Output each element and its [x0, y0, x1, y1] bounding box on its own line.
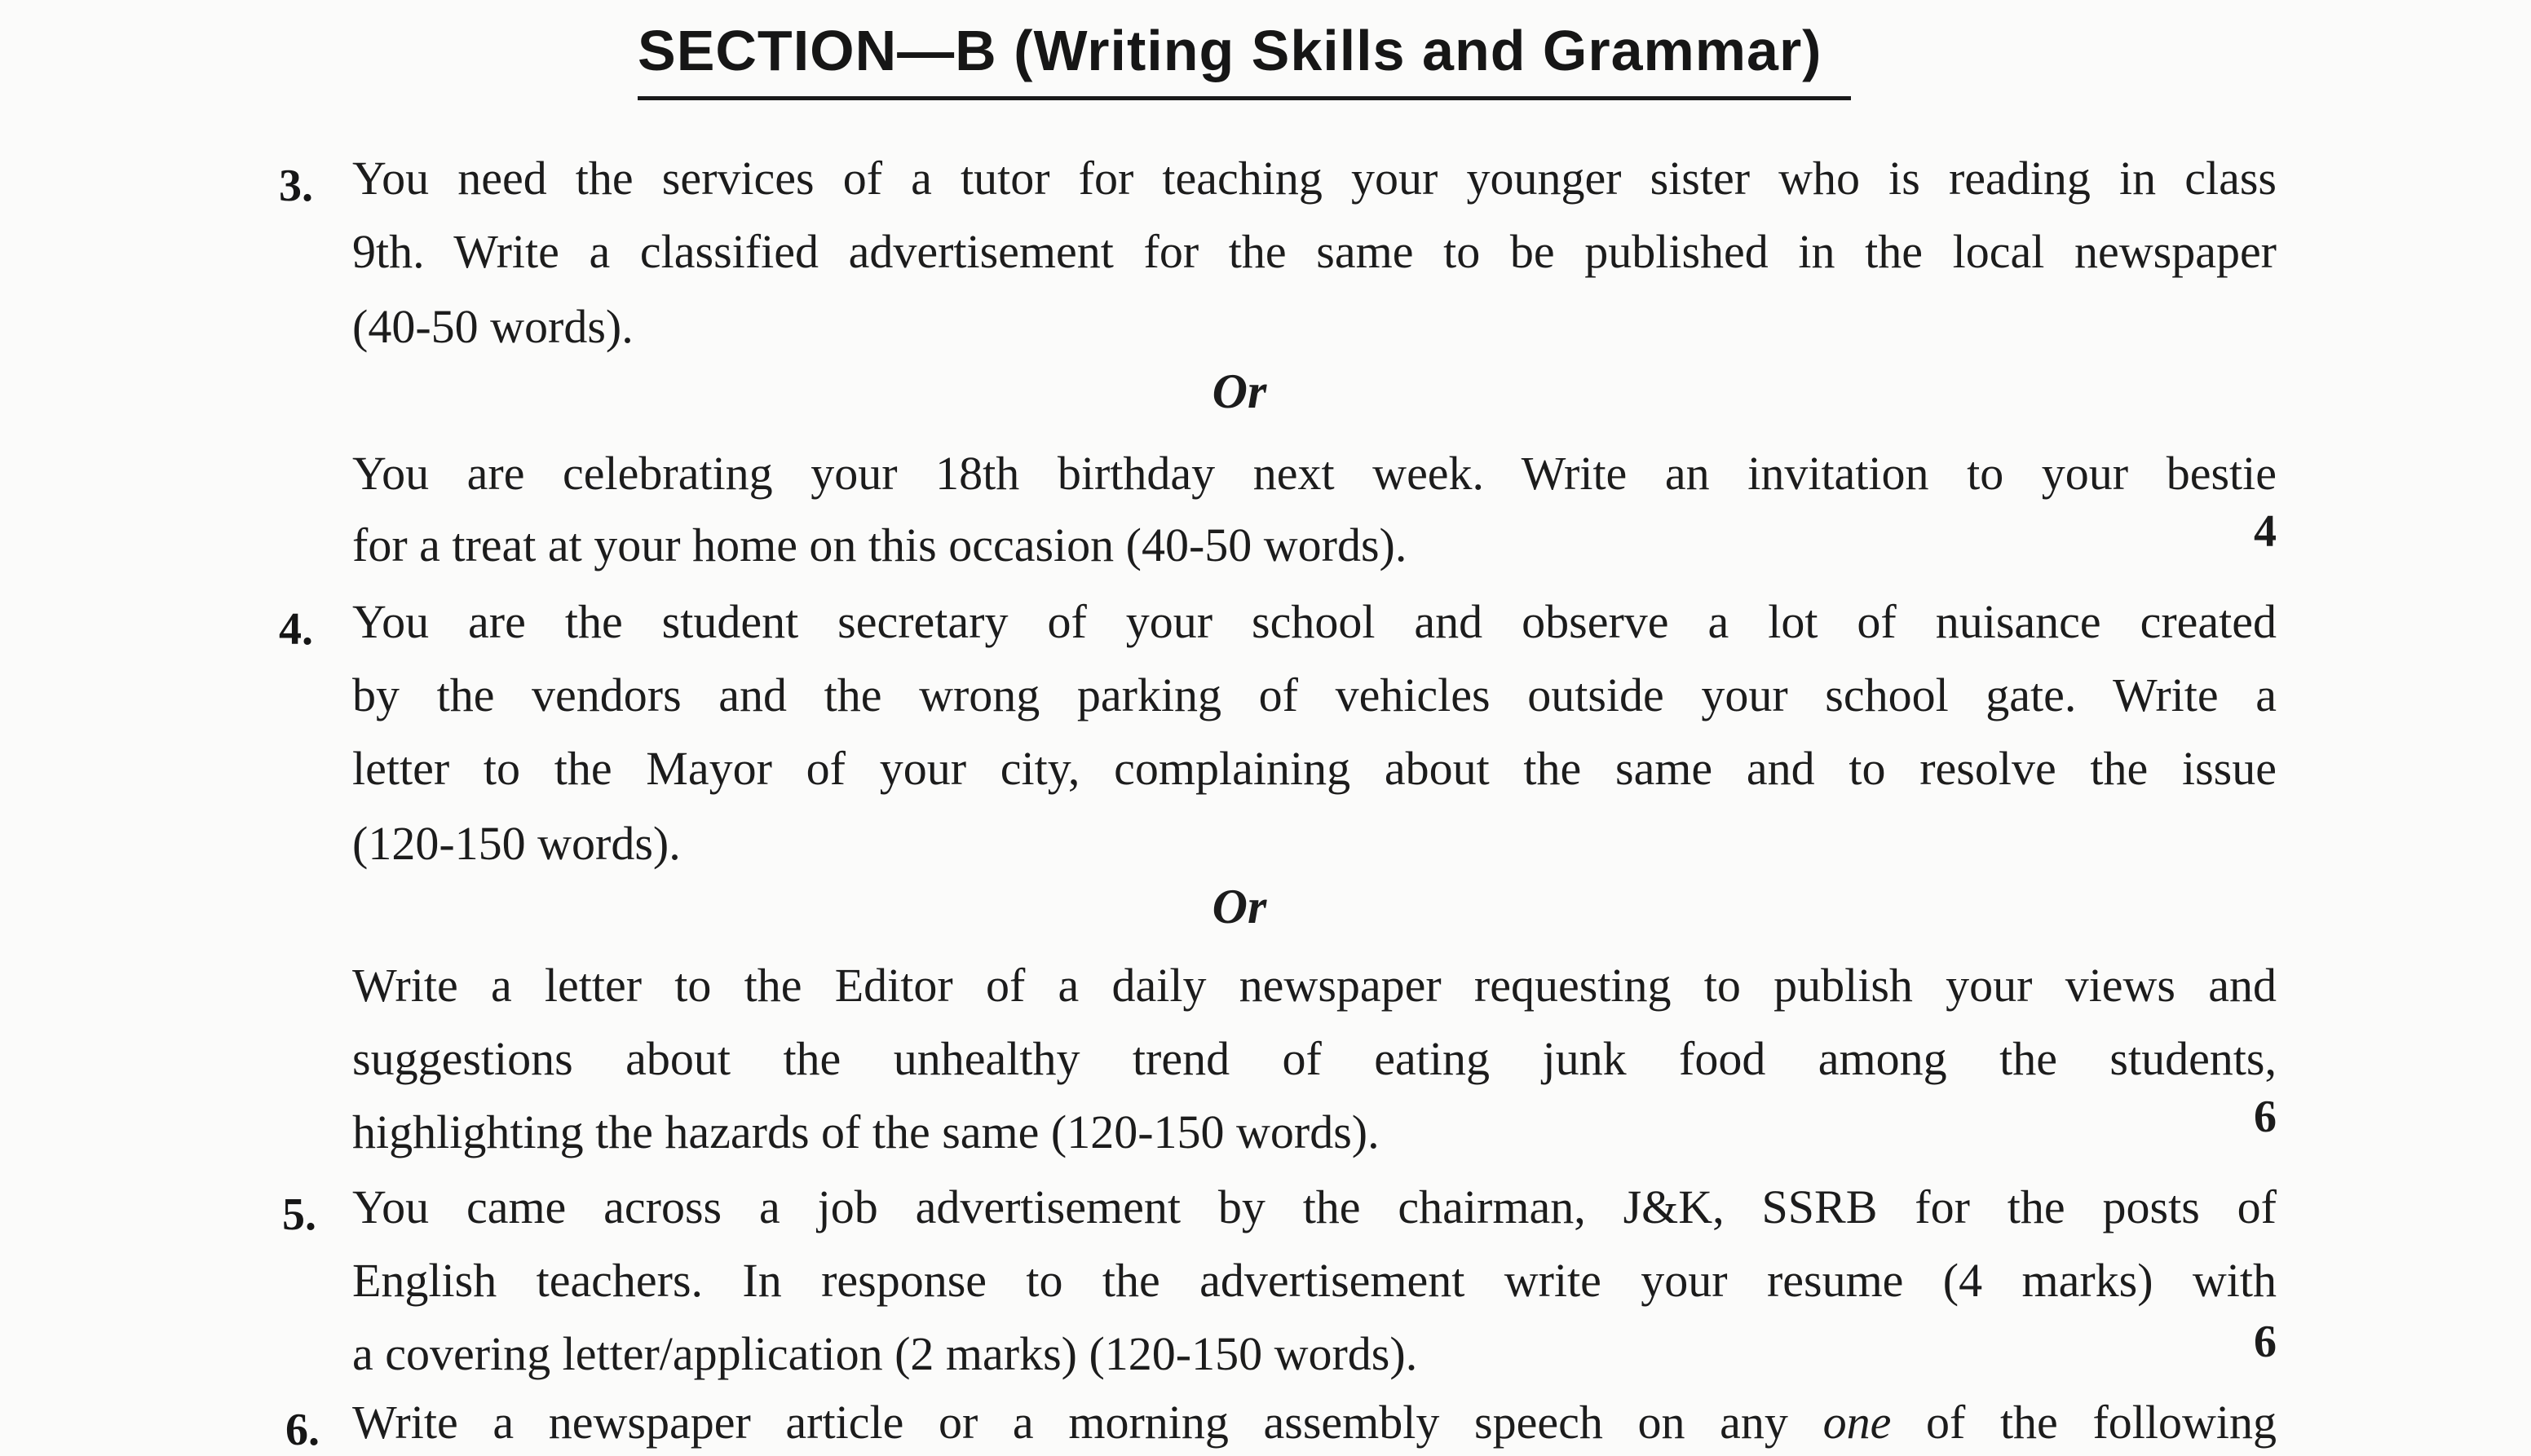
q3-alt-line-2: for a treat at your home on this occasion (40-50 words). — [352, 518, 1407, 571]
q6-text-start: Write a newspaper article or a morning assembly speech on any — [352, 1396, 1823, 1449]
q4-alt-line-1: Write a letter to the Editor of a daily newspaper requesting to publish your views and — [352, 959, 2277, 1012]
section-title: SECTION—B (Writing Skills and Grammar) — [638, 19, 1822, 82]
q4-line-4: (120-150 words). — [352, 817, 681, 870]
q4-alt-line-2: suggestions about the unhealthy trend of eating junk food among the students, — [352, 1032, 2277, 1085]
q3-line-2: 9th. Write a classified advertisement for the same to be published in the local newspaper — [352, 225, 2277, 278]
title-underline — [638, 96, 1851, 100]
question-number-3: 3. — [279, 161, 313, 211]
q4-marks: 6 — [2254, 1092, 2277, 1142]
q3-line-3: (40-50 words). — [352, 300, 634, 353]
q3-alt-line-1: You are celebrating your 18th birthday next week. Write an invitation to your bestie — [352, 447, 2277, 500]
q3-line-1: You need the services of a tutor for teaching your younger sister who is reading in class — [352, 152, 2277, 205]
q4-line-2: by the vendors and the wrong parking of vehicles outside your school gate. Write a — [352, 668, 2277, 721]
q4-line-3: letter to the Mayor of your city, complaining about the same and to resolve the issue — [352, 742, 2277, 795]
q5-line-2: English teachers. In response to the advertisement write your resume (4 marks) with — [352, 1254, 2277, 1307]
q4-line-1: You are the student secretary of your school and observe a lot of nuisance created — [352, 595, 2277, 648]
question-number-4: 4. — [279, 604, 313, 655]
q5-line-1: You came across a job advertisement by the chairman, J&K, SSRB for the posts of — [352, 1180, 2277, 1233]
q4-alt-line-3: highlighting the hazards of the same (120-150 words). — [352, 1105, 1380, 1158]
question-number-6: 6. — [285, 1405, 320, 1455]
q5-line-3: a covering letter/application (2 marks) (120-150 words). — [352, 1327, 1418, 1380]
question-number-5: 5. — [282, 1189, 316, 1240]
q6-emphasis: one — [1822, 1396, 1892, 1449]
q5-marks: 6 — [2254, 1317, 2277, 1367]
q6-text-end: of the following — [1891, 1396, 2277, 1449]
q6-line-1 — [352, 1396, 2277, 1449]
q3-marks: 4 — [2254, 506, 2277, 557]
or-label-q4: Or — [1212, 880, 1267, 933]
or-label-q3: Or — [1212, 364, 1267, 418]
